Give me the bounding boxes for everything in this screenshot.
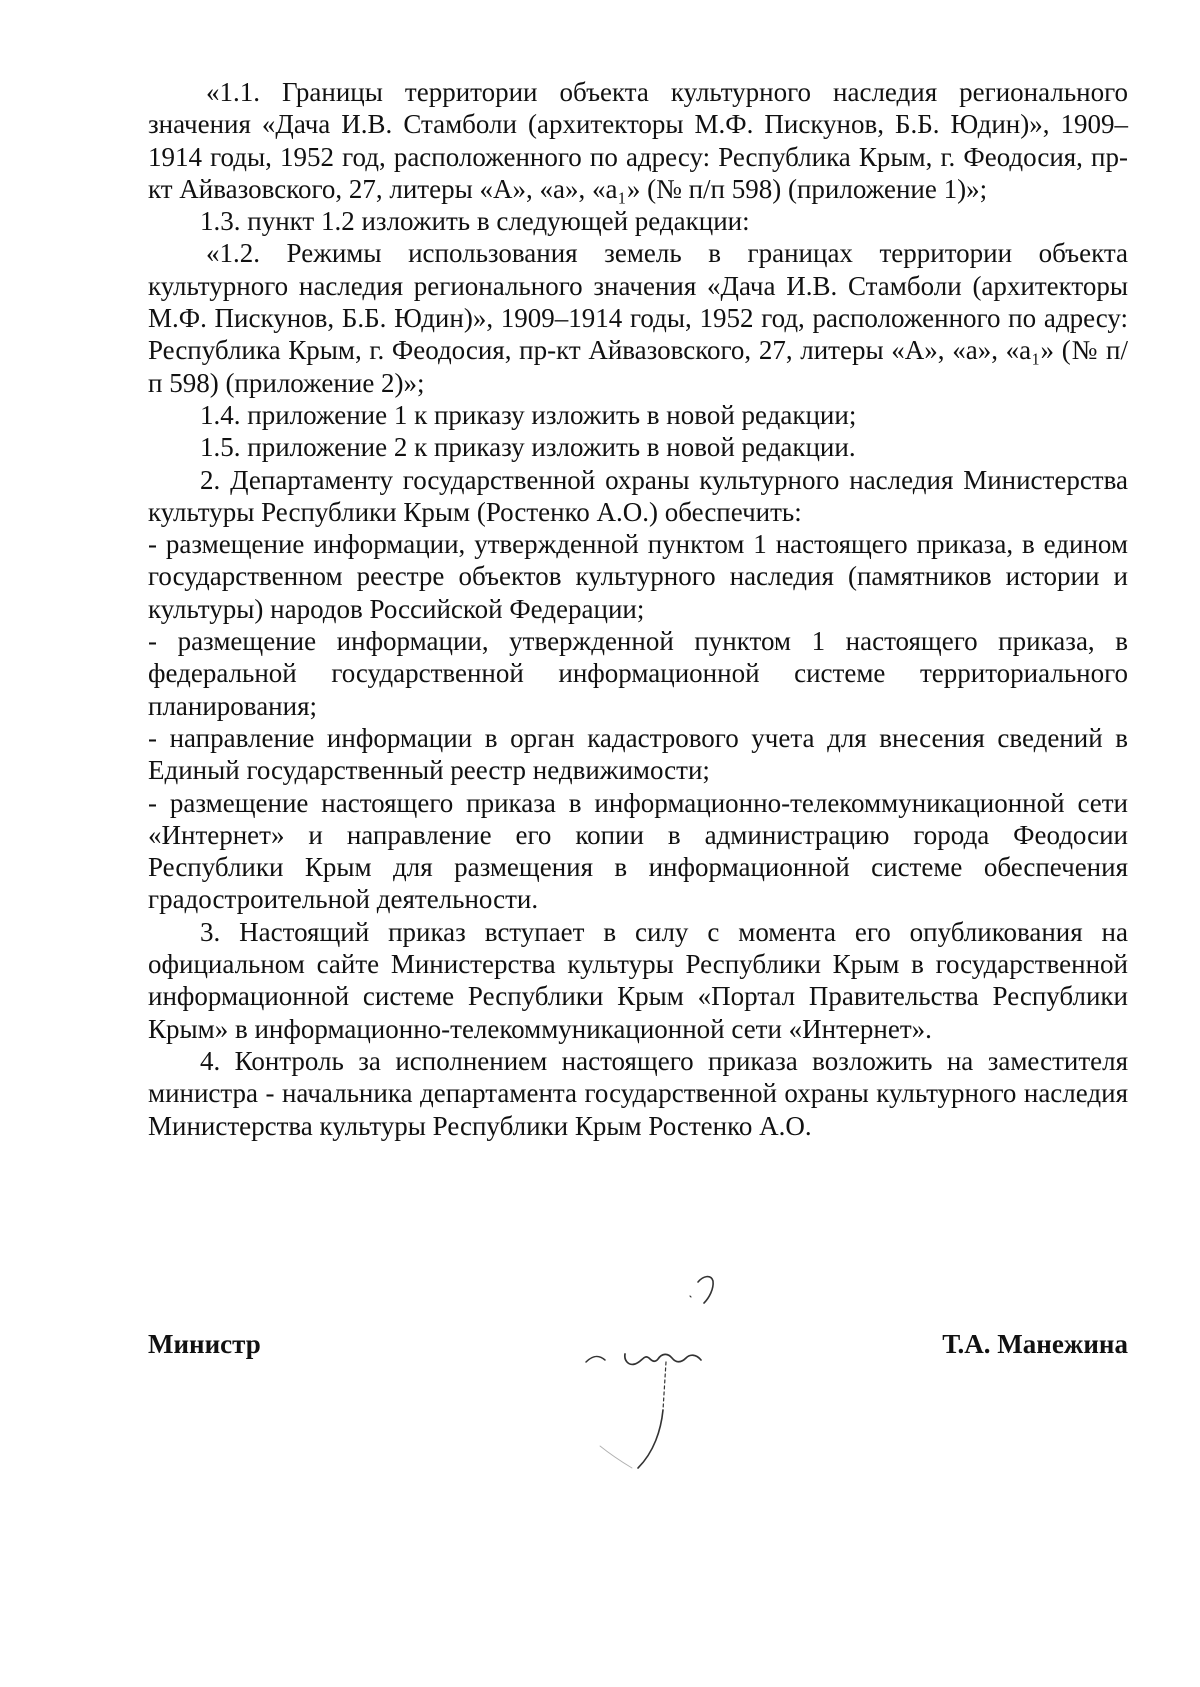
paragraph-1-5: 1.5. приложение 2 к приказу изложить в новой редакции.	[200, 432, 856, 463]
list-item-planning-system: - размещение информации, утвержденной пунктом 1 настоящего приказа, в федеральной государственной информационной системе территориального планирования;	[148, 626, 1128, 721]
paragraph-4: 4. Контроль за исполнением настоящего приказа возложить на заместителя министра - начальника департамента государственной охраны культурного наследия Министерства культуры Республики Крым Ростенко А.О.	[148, 1045, 1128, 1141]
list-item-cadastre: - направление информации в орган кадастрового учета для внесения сведений в Единый государственный реестр недвижимости;	[148, 722, 1128, 786]
handwritten-signature	[570, 1250, 790, 1480]
document-body	[148, 76, 1128, 1142]
paragraph-2: 2. Департаменту государственной охраны культурного наследия Министерства культуры Республики Крым (Ростенко А.О.) обеспечить:	[148, 464, 1128, 527]
list-item-internet: - размещение настоящего приказа в информационно-телекоммуникационной сети «Интернет» и направление его копии в администрацию города Феодосии Республики Крым для размещения в информационной системе обеспечения градостроительной деятельности.	[148, 787, 1128, 915]
paragraph-1-2-text: «1.2. Режимы использования земель в границах территории объекта культурного наследия регионального значения «Дача И.В. Стамболи (архитекторы М.Ф. Пискунов, Б.Б. Юдин)», 1909–1914 годы, 1952 год, расположенного по адресу: Республика Крым, г. Феодосия, пр-кт Айвазовского, 27, литеры «А», «а», «а₁» (№ п/п 598) (приложение 2)»;	[148, 238, 1128, 398]
signatory-name: Т.А. Манежина	[942, 1329, 1128, 1359]
list-item-registry: - размещение информации, утвержденной пунктом 1 настоящего приказа, в едином государственном реестре объектов культурного наследия (памятников истории и культуры) народов Российской Федерации;	[148, 529, 1128, 624]
paragraph-1-3: 1.3. пункт 1.2 изложить в следующей редакции:	[200, 206, 750, 237]
signatory-title: Министр	[148, 1329, 261, 1359]
paragraph-3: 3. Настоящий приказ вступает в силу с момента его опубликования на официальном сайте Министерства культуры Республики Крым в государственной информационной системе Республики Крым «Портал Правительства Республики Крым» в информационно-телекоммуникационной сети «Интернет».	[148, 916, 1128, 1044]
paragraph-1-4: 1.4. приложение 1 к приказу изложить в новой редакции;	[200, 399, 857, 430]
paragraph-1-1: «1.1. Границы территории объекта культурного наследия регионального значения «Дача И.В. Стамболи (архитекторы М.Ф. Пискунов, Б.Б. Юдин)», 1909–1914 годы, 1952 год, расположенного по адресу: Республика Крым, г. Феодосия, пр-кт Айвазовского, 27, литеры «А», «а», «а₁» (№ п/п 598) (приложение 1)»;	[148, 77, 1128, 204]
